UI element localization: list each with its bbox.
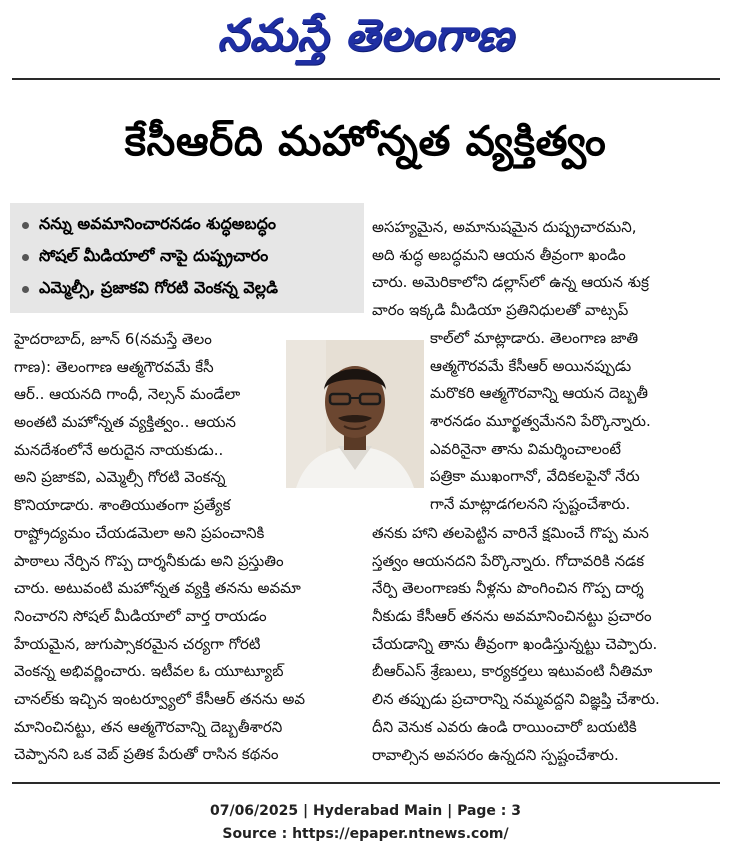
text-line: అని ప్రజాకవి, ఎమ్మెల్సీ గోరటి వెంకన్న (14, 468, 226, 487)
highlight-text: సోషల్ మీడియాలో నాపై దుష్ప్రచారం (39, 245, 269, 265)
text-line: మనదేశంలోనే అరుదైన నాయకుడు.. (14, 440, 224, 459)
masthead-divider (12, 78, 720, 80)
text-line: పాఠాలు నేర్పిన గొప్ప దార్శనీకుడు అని ప్రస్తుతిం (14, 551, 284, 570)
footer-date-edition: 07/06/2025 | Hyderabad Main | Page : 3 (209, 803, 522, 819)
text-line: తనకు హాని తలపెట్టిన వారినే క్షమించే గొప్ప మన (372, 524, 649, 542)
newspaper-masthead: నమస్తే తెలంగాణ (217, 10, 514, 61)
footer-divider (12, 782, 720, 784)
article-right-column-bottom (372, 520, 720, 769)
text-line: వారం ఇక్కడి మీడియా ప్రతినిధులతో వాట్సప్ (372, 301, 629, 320)
text-line: చారు. అటువంటి మహోన్నత వ్యక్తి తనను అవమా (14, 579, 301, 598)
article-headline: కేసీఆర్‌ది మహోన్నత వ్యక్తిత్వం (124, 117, 607, 165)
text-line: స్తత్వం ఆయనదని పేర్కొన్నారు. గోదావరికి నడక (372, 551, 645, 570)
text-line: చానల్‌కు ఇచ్చిన ఇంటర్వ్యూలో కేసీఆర్ తనను అవ (14, 689, 306, 708)
bullet-icon (22, 222, 29, 229)
text-line: ఎవరినైనా తాను విమర్శించాలంటే (430, 439, 621, 458)
text-line: ఆర్.. ఆయనది గాంధీ, నెల్సన్ మండేలా (14, 385, 241, 404)
text-line: చారు. అమెరికాలోని డల్లాస్‌లో ఉన్న ఆయన శుక్ర (372, 273, 649, 292)
article-right-column-top (372, 214, 720, 325)
text-line: పత్రికా ముఖంగానో, వేదికలపైనో నేరు (430, 467, 640, 486)
person-illustration (286, 340, 424, 488)
text-line: ఆత్మగౌరవమే కేసీఆర్ అయినప్పుడు (430, 356, 632, 375)
text-line: వెంకన్న అభివర్ణించారు. ఇటీవల ఓ యూట్యూబ్ (14, 662, 284, 681)
text-line: కొనియాడారు. శాంతియుతంగా ప్రత్యేక (14, 496, 231, 515)
text-line: మరొకరి ఆత్మగౌరవాన్ని ఆయన దెబ్బతీ (430, 384, 649, 403)
text-line: అసహ్యమైన, అమానుషమైన దుష్ప్రచారమని, (372, 218, 637, 236)
text-line: గానే మాట్లాడగలనని స్పష్టంచేశారు. (430, 495, 631, 514)
highlight-item (18, 273, 356, 305)
highlights-box (10, 203, 364, 313)
text-line: బీఆర్‌ఎస్ శ్రేణులు, కార్యకర్తలు ఇటువంటి నీతిమా (372, 662, 653, 681)
text-line: అది శుద్ధ అబద్ధమని ఆయన తీవ్రంగా ఖండిం (372, 245, 626, 264)
text-line: రాష్ట్రోద్యమం చేయడమెలా అని ప్రపంచానికి (14, 523, 265, 542)
text-line: చేయడాన్ని తాను తీవ్రంగా ఖండిస్తున్నట్టు చెప్పారు. (372, 634, 658, 653)
text-line: నేర్పి తెలంగాణకు నీళ్లను పొంగించిన గొప్ప దార్శ (372, 579, 644, 598)
bullet-icon (22, 254, 29, 261)
bullet-icon (22, 286, 29, 293)
highlight-text: నన్ను అవమానించారనడం శుద్ధఅబద్ధం (39, 213, 276, 233)
text-line: శారనడం మూర్ఖత్వమేనని పేర్కొన్నారు. (430, 412, 651, 431)
text-line: గాణ): తెలంగాణ ఆత్మగౌరవమే కేసీ (14, 357, 214, 376)
text-line: కాల్‌లో మాట్లాడారు. తెలంగాణ జాతి (430, 329, 639, 347)
highlight-text: ఎమ్మెల్సీ, ప్రజాకవి గోరటి వెంకన్న వెల్లడి (39, 277, 278, 297)
text-line: అంతటి మహోన్నత వ్యక్తిత్వం.. ఆయన (14, 413, 236, 432)
text-line: చెప్పానని ఒక వెబ్ ప్రతిక పేరుతో రాసిన కథనం (14, 745, 279, 764)
portrait-photo (286, 340, 424, 488)
text-line: నీకుడు కేసీఆర్ తనను అవమానించినట్టు ప్రచారం (372, 607, 652, 626)
highlight-item (18, 209, 356, 241)
text-line: హైదరాబాద్, జూన్ 6(నమస్తే తెలం (14, 330, 212, 348)
text-line: హేయమైన, జుగుప్సాకరమైన చర్యగా గోరటి (14, 634, 261, 653)
text-line: దీని వెనుక ఎవరు ఉండి రాయించారో బయటికి (372, 717, 637, 736)
text-line: నించారని సోషల్ మీడియాలో వార్త రాయడం (14, 606, 267, 625)
text-line: లిన తప్పుడు ప్రచారాన్ని నమ్మవద్దని విజ్ఞప్తి చేశారు. (372, 690, 660, 709)
highlight-item (18, 241, 356, 273)
footer-source: Source : https://epaper.ntnews.com/ (222, 826, 509, 842)
article-right-column-middle (430, 325, 720, 519)
text-line: మానించినట్టు, తన ఆత్మగౌరవాన్ని దెబ్బతీశారని (14, 717, 283, 736)
text-line: రావాల్సిన అవసరం ఉన్నదని స్పష్టంచేశారు. (372, 745, 619, 764)
